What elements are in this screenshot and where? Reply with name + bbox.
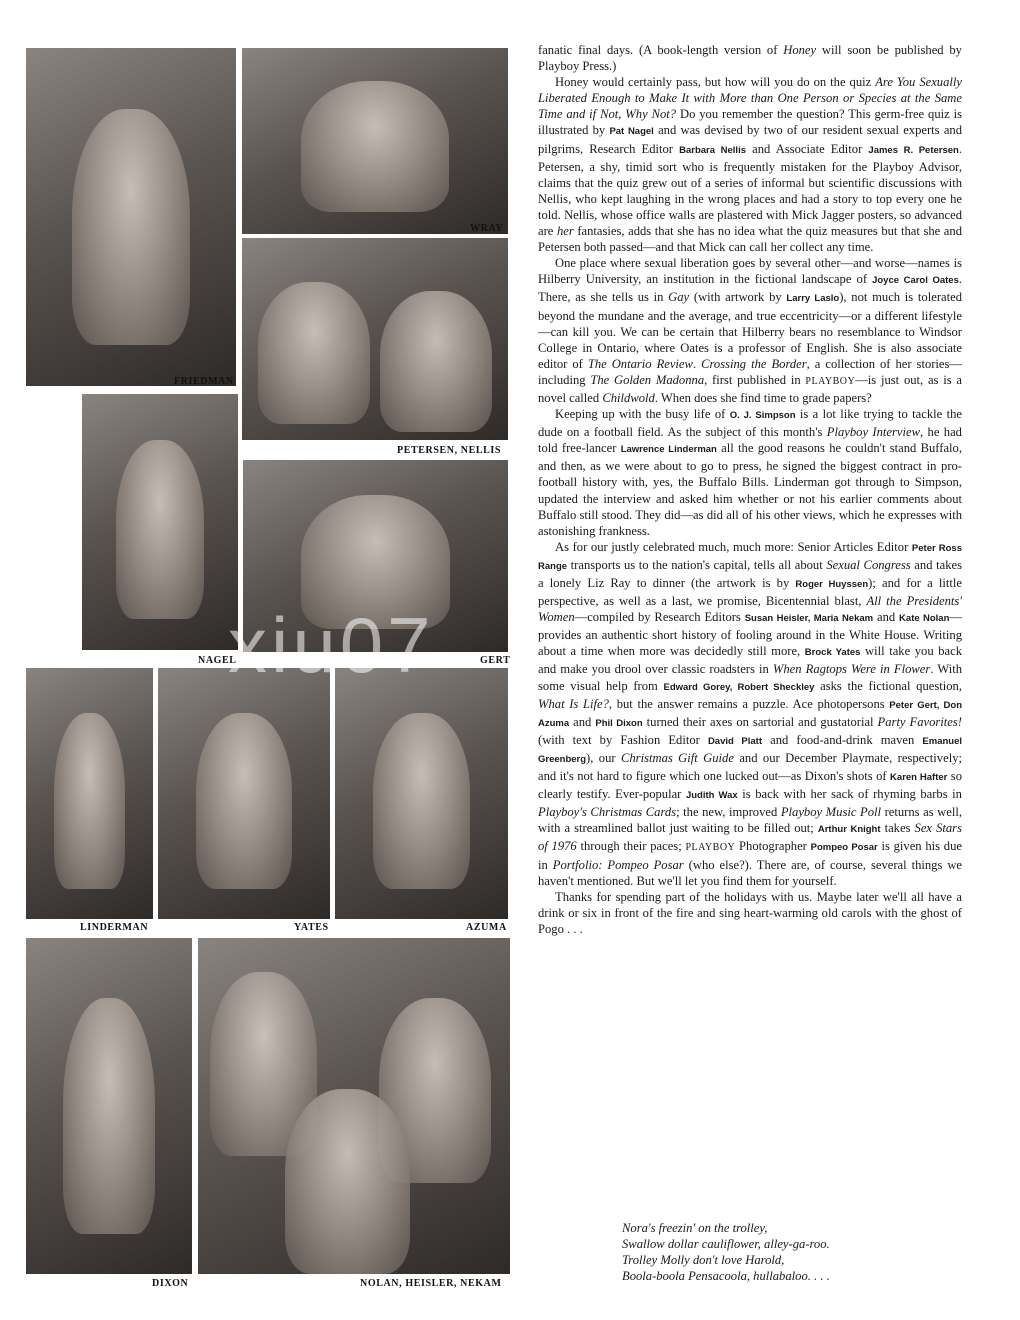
caption-nagel: NAGEL: [198, 655, 237, 666]
photo-petersen-nellis: [242, 238, 508, 440]
photo-wray: [242, 48, 508, 234]
paragraph-honey-book: fanatic final days. (A book-length version of Honey will soon be published by Playboy Press.): [538, 43, 962, 74]
paragraph-much-more: As for our justly celebrated much, much more: Senior Articles Editor Peter Ross Range transports us to the nation's capital, tells all about Sexual Congress and takes a lonely Liz Ray to dinner (the artwork is by Roger Huyssen); and for a little perspective, as well as a last, we promise, Bicentennial blast, All the Presidents' Women—compiled by Research Editors Susan Heisler, Maria Nekam and Kate Nolan—provides an authentic short history of fooling around in the White House. Writing about a time when more was decidedly still more, Brock Yates will take you back and make you drool over classic roadsters in When Ragtops Were in Flower. With some visual help from Edward Gorey, Robert Sheckley asks the fictional question, What Is Life?, but the answer remains a puzzle. Ace photopersons Peter Gert, Don Azuma and Phil Dixon turned their axes on sartorial and gustatorial Party Favorites! (with text by Fashion Editor David Platt and food-and-drink maven Emanuel Greenberg), our Christmas Gift Guide and our December Playmate, respectively; and it's not hard to figure which one lucked out—as Dixon's shots of Karen Hafter so clearly testify. Ever-popular Judith Wax is back with her sack of rhyming barbs in Playboy's Christmas Cards; the new, improved Playboy Music Poll returns as well, with a streamlined ballot just waiting to be filled out; Arthur Knight takes Sex Stars of 1976 through their paces; PLAYBOY Photographer Pompeo Posar is given his due in Portfolio: Pompeo Posar (who else?). There are, of course, several things we haven't mentioned. But we'll let you find them for yourself.: [538, 539, 963, 888]
verse-line: Nora's freezin' on the trolley,: [622, 1221, 768, 1235]
watermark: xiu07: [228, 601, 435, 689]
photo-friedman: [26, 48, 236, 386]
verse-line: Boola-boola Pensacoola, hullabaloo. . . .: [622, 1269, 830, 1284]
verse-line: Swallow dollar cauliflower, alley-ga-roo.: [622, 1237, 830, 1252]
article-column: [538, 42, 962, 937]
photo-linderman: [26, 668, 153, 919]
caption-yates: YATES: [294, 922, 329, 933]
caption-dixon: DIXON: [152, 1278, 189, 1289]
caption-wray: WRAY: [470, 223, 504, 234]
paragraph-quiz: Honey would certainly pass, but how will you do on the quiz Are You Sexually Liberated Enough to Make It with More than One Person or Species at the Same Time and if Not, Why Not? Do you remember the question? This germ-free quiz is illustrated by Pat Nagel and was devised by two of our resident sexual experts and pilgrims, Research Editor Barbara Nellis and Associate Editor James R. Petersen. Petersen, a shy, timid sort who is frequently mistaken for the Playboy Advisor, claims that the quiz grew out of a series of informal but scientific discussions with Nellis, who kept laughing in the wrong places and had a story to top every one he told. Nellis, whose office walls are plastered with Mick Jagger posters, so advanced are her fantasies, adds that she has no idea what the quiz measures but that she and Petersen both passed—and that Mick can call her collect any time.: [538, 75, 962, 255]
caption-nolan-heisler-nekam: NOLAN, HEISLER, NEKAM: [360, 1278, 502, 1289]
photo-azuma: [335, 668, 508, 919]
photo-nolan-heisler-nekam: [198, 938, 510, 1274]
photo-yates: [158, 668, 330, 919]
caption-azuma: AZUMA: [466, 922, 507, 933]
closing-verse: [622, 1220, 962, 1284]
caption-linderman: LINDERMAN: [80, 922, 149, 933]
paragraph-simpson: Keeping up with the busy life of O. J. Simpson is a lot like trying to tackle the dude on a football field. As the subject of this month's Playboy Interview, he had told free-lancer Lawrence Linderman all the good reasons he couldn't stand Buffalo, and then, as we were about to go to press, he signed the biggest contract in pro-football history with, yes, the Buffalo Bills. Linderman got through to Simpson, updated the interview and asked him whether or not his earlier comments about Buffalo still stood. They did—as did all of his other views, which he expresses with astonishing frankness.: [538, 407, 962, 538]
caption-petersen-nellis: PETERSEN, NELLIS: [397, 445, 502, 456]
caption-friedman: FRIEDMAN: [174, 376, 234, 387]
photo-dixon: [26, 938, 192, 1274]
paragraph-holidays: Thanks for spending part of the holidays with us. Maybe later we'll all have a drink or six in front of the fire and sing heart-warming old carols with the ghost of Pogo . . .: [538, 889, 962, 936]
photo-nagel: [82, 394, 238, 650]
paragraph-oates: One place where sexual liberation goes by several other—and worse—names is Hilberry University, an institution in the fictional landscape of Joyce Carol Oates. There, as she tells us in Gay (with artwork by Larry Laslo), not much is tolerated beyond the mundane and the average, and true eccentricity—or a different lifestyle—can kill you. We can be certain that Hilberry bears no resemblance to Windsor College in Ontario, where Oates is a professor of English. She is also associate editor of The Ontario Review. Crossing the Border, a collection of her stories—including The Golden Madonna, first published in PLAYBOY—is just out, as is a novel called Childwold. When does she find time to grade papers?: [538, 256, 963, 405]
caption-gert: GERT: [480, 655, 511, 666]
verse-line: Trolley Molly don't love Harold,: [622, 1253, 785, 1268]
photo-gert: [243, 460, 508, 652]
